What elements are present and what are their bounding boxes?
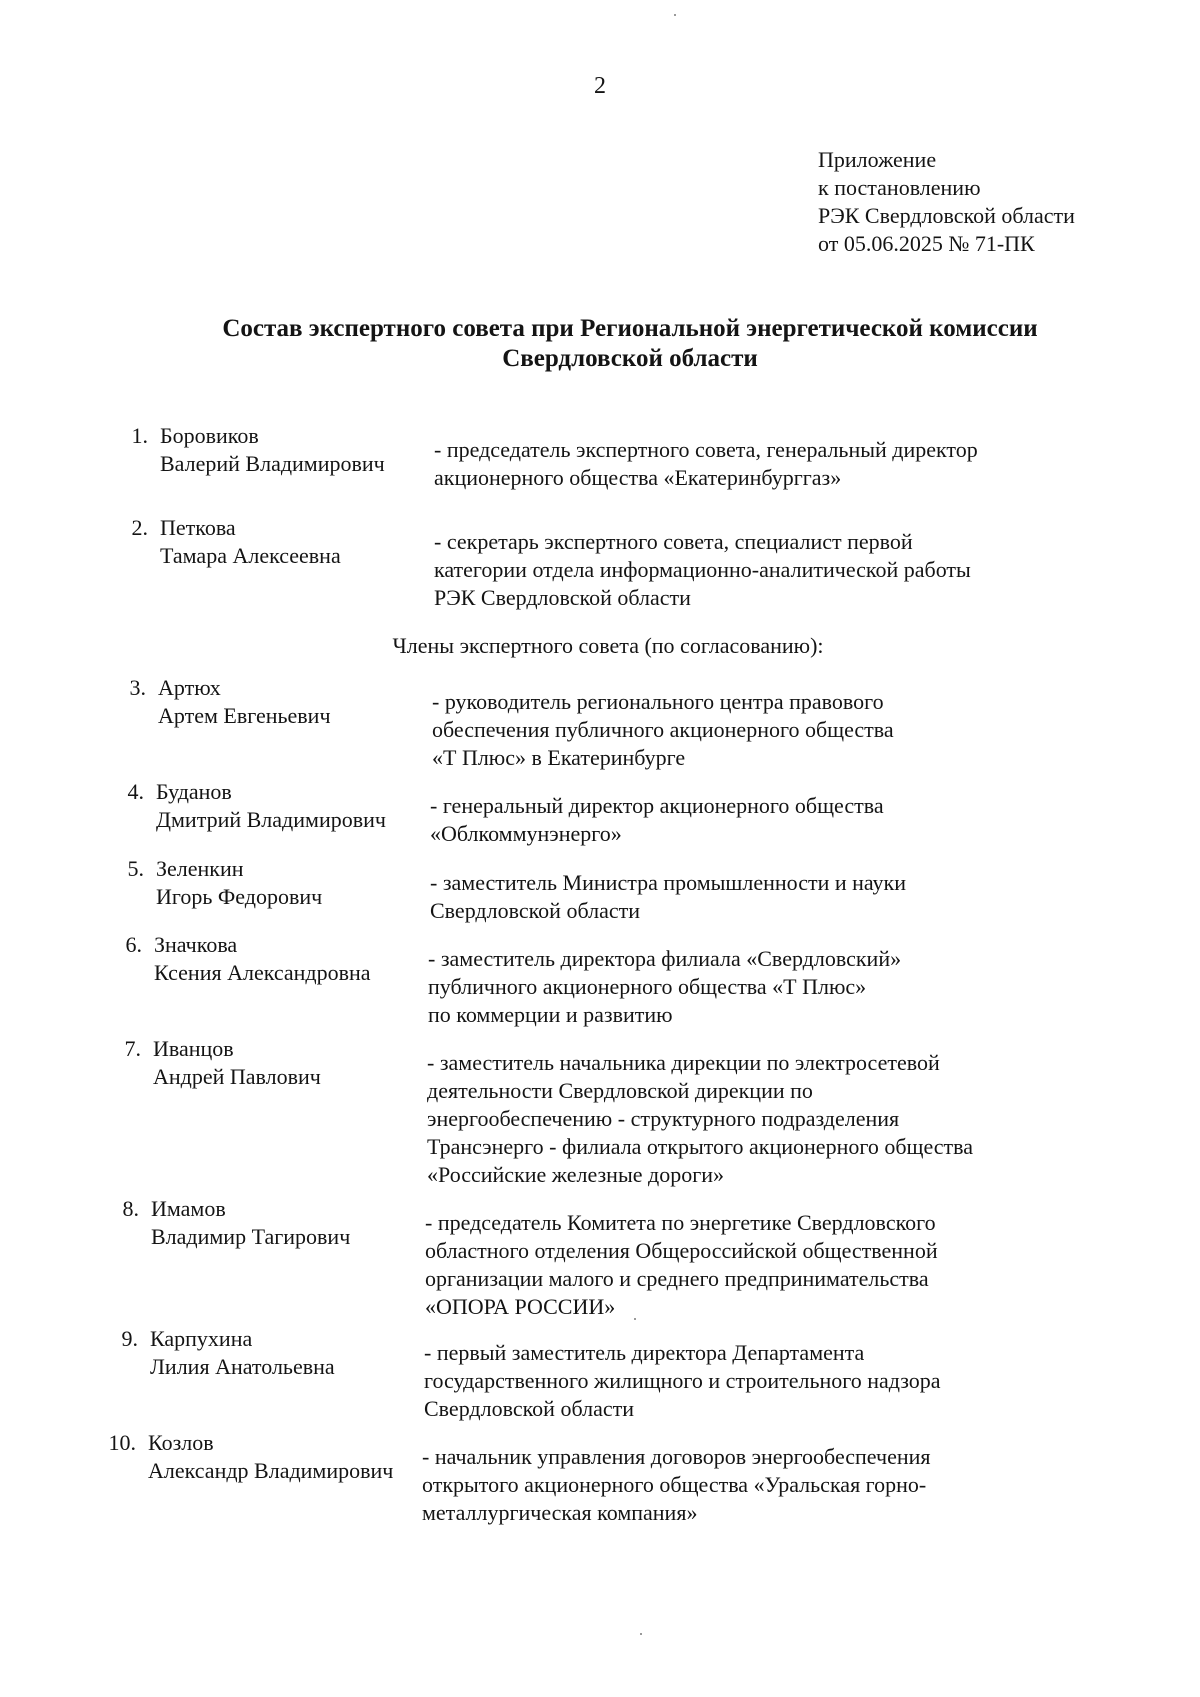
appendix-line: Приложение: [818, 147, 937, 172]
title-line: Состав экспертного совета при Региональной энергетической комиссии: [222, 315, 1038, 342]
scan-speck: [674, 14, 676, 16]
member-surname: Боровиков: [160, 423, 259, 448]
role-line: областного отделения Общероссийской общественной: [425, 1238, 938, 1263]
member-role: [422, 1443, 931, 1527]
entry-number: 9.: [121, 1326, 138, 1351]
member-given-name: Лилия Анатольевна: [150, 1354, 335, 1379]
member-name: [160, 514, 341, 570]
role-line: - заместитель директора филиала «Свердловский»: [428, 946, 902, 971]
title-line: Свердловской области: [502, 345, 758, 372]
role-line: энергообеспечению - структурного подразделения: [427, 1106, 900, 1131]
member-given-name: Владимир Тагирович: [151, 1224, 351, 1249]
member-surname: Иванцов: [153, 1036, 234, 1061]
member-name: [151, 1195, 350, 1251]
appendix-line: к постановлению: [818, 175, 981, 200]
member-role: [434, 528, 971, 612]
entry-number: 8.: [122, 1196, 139, 1221]
role-line: государственного жилищного и строительного надзора: [424, 1368, 941, 1393]
member-surname: Козлов: [148, 1430, 214, 1455]
member-name: [156, 778, 386, 834]
member-name: [153, 1035, 321, 1091]
role-line: Свердловской области: [430, 898, 640, 923]
role-line: - первый заместитель директора Департамента: [424, 1340, 865, 1365]
role-line: обеспечения публичного акционерного общества: [432, 717, 894, 742]
appendix-line: от 05.06.2025 № 71-ПК: [818, 231, 1035, 256]
member-name: [148, 1429, 393, 1485]
appendix-line: РЭК Свердловской области: [818, 203, 1075, 228]
document-title: [150, 314, 1110, 374]
entry-number: 2.: [131, 515, 148, 540]
scan-speck: [640, 1633, 642, 1635]
member-given-name: Александр Владимирович: [148, 1458, 394, 1483]
member-name: [160, 422, 385, 478]
member-surname: Зеленкин: [156, 856, 244, 881]
member-given-name: Дмитрий Владимирович: [156, 807, 386, 832]
entry-number: 5.: [127, 856, 144, 881]
member-given-name: Ксения Александровна: [154, 960, 371, 985]
role-line: организации малого и среднего предпринимательства: [425, 1266, 929, 1291]
member-surname: Петкова: [160, 515, 236, 540]
member-name: [158, 674, 331, 730]
member-surname: Имамов: [151, 1196, 226, 1221]
entry-number: 7.: [124, 1036, 141, 1061]
entry-number: 3.: [129, 675, 146, 700]
page-number: 2: [594, 73, 606, 99]
role-line: - генеральный директор акционерного общества: [430, 793, 884, 818]
role-line: публичного акционерного общества «Т Плюс»: [428, 974, 867, 999]
role-line: - председатель экспертного совета, генеральный директор: [434, 437, 978, 462]
member-role: [434, 436, 978, 492]
entry-number: 4.: [127, 779, 144, 804]
scan-speck: [634, 1318, 636, 1320]
role-line: - заместитель начальника дирекции по электросетевой: [427, 1050, 940, 1075]
members-heading: Члены экспертного совета (по согласованию):: [392, 633, 824, 658]
member-surname: Буданов: [156, 779, 232, 804]
member-surname: Артюх: [158, 675, 221, 700]
member-role: [430, 869, 906, 925]
role-line: акционерного общества «Екатеринбурггаз»: [434, 465, 842, 490]
role-line: «Российские железные дороги»: [427, 1162, 724, 1187]
member-role: [424, 1339, 941, 1423]
entry-number: 6.: [125, 932, 142, 957]
role-line: металлургическая компания»: [422, 1500, 698, 1525]
member-role: [428, 945, 901, 1029]
member-name: [150, 1325, 335, 1381]
member-name: [156, 855, 322, 911]
role-line: по коммерции и развитию: [428, 1002, 673, 1027]
role-line: РЭК Свердловской области: [434, 585, 691, 610]
member-given-name: Тамара Алексеевна: [160, 543, 341, 568]
member-given-name: Артем Евгеньевич: [158, 703, 331, 728]
role-line: открытого акционерного общества «Уральская горно-: [422, 1472, 927, 1497]
role-line: Свердловской области: [424, 1396, 634, 1421]
role-line: - заместитель Министра промышленности и науки: [430, 870, 906, 895]
member-role: [427, 1049, 973, 1189]
entry-number: 1.: [131, 423, 148, 448]
member-surname: Значкова: [154, 932, 238, 957]
role-line: - руководитель регионального центра правового: [432, 689, 884, 714]
entry-number: 10.: [108, 1430, 136, 1455]
role-line: - начальник управления договоров энергообеспечения: [422, 1444, 931, 1469]
member-given-name: Андрей Павлович: [153, 1064, 321, 1089]
member-role: [430, 792, 884, 848]
role-line: деятельности Свердловской дирекции по: [427, 1078, 813, 1103]
role-line: - председатель Комитета по энергетике Свердловского: [425, 1210, 936, 1235]
role-line: «ОПОРА РОССИИ»: [425, 1294, 616, 1319]
role-line: категории отдела информационно-аналитической работы: [434, 557, 971, 582]
member-surname: Карпухина: [150, 1326, 253, 1351]
member-role: [432, 688, 894, 772]
member-given-name: Игорь Федорович: [156, 884, 323, 909]
role-line: «Т Плюс» в Екатеринбурге: [432, 745, 686, 770]
member-role: [425, 1209, 938, 1321]
member-given-name: Валерий Владимирович: [160, 451, 385, 476]
role-line: - секретарь экспертного совета, специалист первой: [434, 529, 913, 554]
role-line: «Облкоммунэнерго»: [430, 821, 622, 846]
role-line: Трансэнерго - филиала открытого акционерного общества: [427, 1134, 974, 1159]
appendix-header: [818, 146, 1075, 258]
member-name: [154, 931, 371, 987]
